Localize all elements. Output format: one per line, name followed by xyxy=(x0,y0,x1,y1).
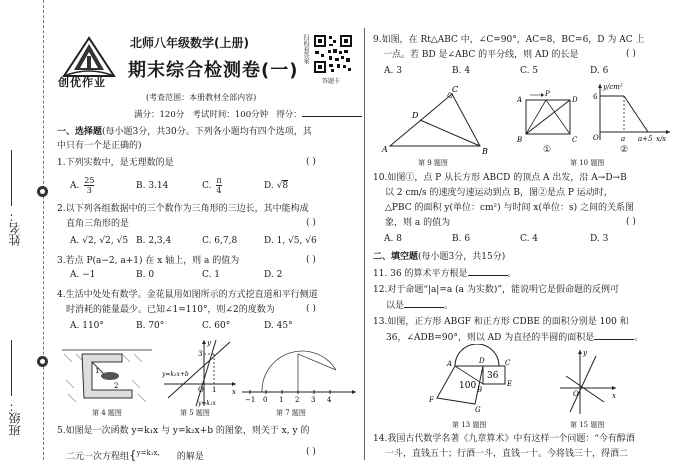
fig15-caption: 第 15 题图 xyxy=(570,421,605,429)
q5-stem: 5.如图是一次函数 y=k₁x 与 y=k₂x+b 的图象，则关于 x, y 的 xyxy=(57,426,310,436)
q1-stem: 1.下列实数中，是无理数的是 xyxy=(57,158,174,168)
fig10-sub2: ② xyxy=(620,145,629,155)
q11-line xyxy=(373,267,517,280)
fig10-B: B xyxy=(517,136,523,144)
q1-option-c[interactable] xyxy=(202,176,222,195)
q3-option-d[interactable]: D. 2 xyxy=(264,270,283,280)
q10-option-b[interactable]: B. 6 xyxy=(452,234,471,244)
fig10-P: P xyxy=(545,90,550,98)
q9-option-b[interactable]: B. 4 xyxy=(452,66,471,76)
fig13-B: B xyxy=(477,386,483,394)
q12-stem2: 以是 xyxy=(386,301,405,311)
fig13-A: A xyxy=(447,360,453,368)
fig7-caption: 第 7 题图 xyxy=(276,409,306,417)
fig7-tick: 4 xyxy=(327,396,332,404)
score-line xyxy=(134,108,362,120)
fig10-A: A xyxy=(517,96,523,104)
fig9-C: C xyxy=(452,85,459,94)
q10-option-d[interactable]: D. 3 xyxy=(590,234,609,244)
section2-heading: 二、填空题 xyxy=(373,252,419,262)
page-title: 期末综合检测卷(一) xyxy=(128,60,299,81)
fig7-tick: 3 xyxy=(311,396,316,404)
q9-option-d[interactable]: D. 6 xyxy=(590,66,609,76)
fig10-6: 6 xyxy=(593,93,598,101)
fig7-tick: −1 xyxy=(245,396,256,404)
time-label: 考试时间： xyxy=(192,110,235,120)
exam-scope: (考查范围：本册教材全部内容) xyxy=(146,93,257,102)
q5-stem2: 二元一次方程组 xyxy=(66,452,130,462)
section2-instruction: (每小题3分，共15分) xyxy=(418,252,506,262)
fig10-caption: 第 10 题图 xyxy=(570,159,605,167)
fig10-O: O xyxy=(593,134,599,142)
section1-instruction2: 中只有一个是正确的) xyxy=(57,141,142,151)
fig10-D: D xyxy=(572,96,578,104)
figure-4-tunnel xyxy=(62,340,152,404)
figure-9-triangle xyxy=(380,84,500,156)
q3-option-b[interactable]: B. 0 xyxy=(136,270,155,280)
q2-answer-paren[interactable]: ( ) xyxy=(306,218,316,228)
fig10-x-label: x/s xyxy=(656,135,666,143)
fig5-caption: 第 5 题图 xyxy=(180,409,210,417)
q3-stem: 3.若点 P(a−2, a+1) 在 x 轴上，则 a 的值为 xyxy=(57,256,240,266)
q13-stem2: 36，∠ADB=90°，则以 AD 为直径的半圆的面积是 xyxy=(386,333,595,343)
q12-line2 xyxy=(386,299,453,312)
q5-stem2-line: 二元一次方程组{$^{y=k_1x,}$ 的解是 xyxy=(66,448,204,462)
binding-margin xyxy=(0,0,60,460)
figure-7-number-line xyxy=(240,340,358,404)
q9-option-c[interactable]: C. 5 xyxy=(520,66,539,76)
name-label: 姓名： xyxy=(8,210,22,246)
q4-option-c[interactable]: C. 60° xyxy=(202,321,231,331)
fig7-tick: 2 xyxy=(295,396,300,404)
q5-answer-paren[interactable]: ( ) xyxy=(306,447,316,457)
class-label: 班级： xyxy=(8,400,22,436)
q2-stem: 2.以下列各组数据中的三个数作为三角形的三边长，其中能构成 xyxy=(57,204,309,214)
figure-10-graph xyxy=(590,80,674,146)
q4-option-b[interactable]: B. 70° xyxy=(136,321,165,331)
fig9-B: B xyxy=(482,147,488,156)
q10-stem: 10.如图①，点 P 从长方形 ABCD 的顶点 A 出发，沿 A→D→B xyxy=(373,173,627,183)
section2-line xyxy=(373,251,505,263)
fig15-y: y xyxy=(583,349,587,357)
column-divider xyxy=(364,28,365,460)
q1-option-a[interactable] xyxy=(70,176,94,195)
q5-system-eq1: y=k₁x, xyxy=(136,449,160,457)
q14-stem2: 一斗，直钱五十；行酒一斗，直钱一十。今将钱三十，得酒二 xyxy=(385,449,629,459)
q1-option-b[interactable]: B. 3.14 xyxy=(136,181,169,191)
q1-a-denominator: 3 xyxy=(86,186,92,195)
q4-answer-paren[interactable]: ( ) xyxy=(306,304,316,314)
q14-stem: 14.我国古代数学名著《九章算术》中有这样一个问题：“今有醇酒 xyxy=(373,434,635,444)
fig13-area-100: 100 xyxy=(459,381,477,391)
full-score-label: 满分： xyxy=(134,110,160,120)
q5-stem3: 的解是 xyxy=(176,452,204,462)
fig5-y: y xyxy=(207,339,211,347)
fig9-D: D xyxy=(412,111,419,120)
binding-line xyxy=(43,0,44,460)
fig4-caption: 第 4 题图 xyxy=(92,409,122,417)
q1-c-denominator: 4 xyxy=(216,186,222,195)
q1-fraction-a xyxy=(84,176,94,195)
fig7-tick: 0 xyxy=(263,396,268,404)
q1-c-numerator: π xyxy=(216,176,222,185)
q13-line2 xyxy=(386,331,643,344)
q10-option-a[interactable]: A. 8 xyxy=(384,234,402,244)
section1-line xyxy=(57,126,312,138)
q1-a-numerator: 25 xyxy=(84,176,95,185)
qr-code-icon[interactable] xyxy=(313,34,353,74)
score-blank[interactable] xyxy=(302,108,362,117)
q9-option-a[interactable]: A. 3 xyxy=(384,66,402,76)
q10-stem2: 以 2 cm/s 的速度匀速运动到点 B，图②是点 P 运动时， xyxy=(385,188,613,198)
fig5-origin: O xyxy=(198,386,204,394)
q2-option-a[interactable]: A. √2, √2, √5 xyxy=(70,236,129,246)
q3-answer-paren[interactable]: ( ) xyxy=(306,255,316,265)
fig13-E: E xyxy=(507,380,513,388)
q10-option-c[interactable]: C. 4 xyxy=(520,234,539,244)
fig13-F: F xyxy=(429,396,434,404)
fig15-origin: O xyxy=(573,390,579,398)
q4-stem: 4.生活中处处有数学。金花鼠用如图所示的方式挖直道和平行侧道 xyxy=(57,290,318,300)
fig10-C: C xyxy=(572,136,578,144)
q2-stem2: 直角三角形的是 xyxy=(66,219,130,229)
q12-end: 。 xyxy=(444,301,454,311)
q13-end: 。 xyxy=(634,333,644,343)
q13-answer-blank[interactable] xyxy=(594,331,634,340)
q11-end: 。 xyxy=(507,269,517,279)
qr-label: 答题卡 xyxy=(322,78,341,85)
q10-stem3: △PBC 的面积 y(单位：cm²) 与时间 x(单位：s) 之间的关系图 xyxy=(385,203,634,213)
q1-option-d[interactable]: D. √8 xyxy=(264,181,289,191)
q9-answer-paren[interactable]: ( ) xyxy=(626,49,636,59)
q1-option-a-label: A. xyxy=(70,181,80,191)
binding-hole xyxy=(37,356,48,367)
q1-answer-paren[interactable]: ( ) xyxy=(306,157,316,167)
q1-d-radicand: 8 xyxy=(282,181,289,191)
q11-answer-blank[interactable] xyxy=(468,267,508,276)
fig5-label-1: 1 xyxy=(212,386,217,394)
figure-13-squares xyxy=(425,344,525,418)
fig5-line2-label: y=k₂x+b xyxy=(162,371,189,378)
figure-15-graph xyxy=(556,346,620,416)
full-score: 120分 xyxy=(159,110,185,120)
figure-10-rectangle xyxy=(514,88,582,146)
fig4-angle1: 1 xyxy=(95,367,100,375)
q12-answer-blank[interactable] xyxy=(404,299,444,308)
q4-stem2: 时消耗的能量最少。已知∠1=110°，则∠2的度数为 xyxy=(66,305,275,315)
q13-stem: 13.如图，正方形 ABGF 和正方形 CDBE 的面积分别是 100 和 xyxy=(373,317,629,327)
fig9-A: A xyxy=(382,145,388,154)
q9-stem2: 一点。若 BD 是∠ABC 的平分线，则 AD 的长是 xyxy=(383,50,579,60)
q3-option-a[interactable]: A. −1 xyxy=(70,270,96,280)
fig5-line1-label: y=k₁x xyxy=(198,400,216,407)
exam-time: 100分钟 xyxy=(234,110,269,120)
section1-instruction: (每小题3分，共30分。下列各小题均有四个选项，其 xyxy=(102,127,312,137)
logo-text: 创优作业 xyxy=(58,76,106,89)
section1-heading: 一、选择题 xyxy=(57,127,103,137)
fig13-caption: 第 13 题图 xyxy=(452,421,487,429)
q1-option-c-label: C. xyxy=(202,181,212,191)
q4-option-a[interactable]: A. 110° xyxy=(70,321,104,331)
fig13-C: C xyxy=(505,359,511,367)
q4-option-d[interactable]: D. 45° xyxy=(264,321,293,331)
name-line xyxy=(11,150,12,206)
q2-option-c[interactable]: C. 6,7,8 xyxy=(202,236,238,246)
binding-hole xyxy=(37,186,48,197)
fig5-label-3: 3 xyxy=(198,350,203,358)
fig10-a5: a+5 xyxy=(638,135,653,143)
fig15-x: x xyxy=(612,392,616,400)
q10-answer-paren[interactable]: ( ) xyxy=(626,217,636,227)
fig13-area-36: 36 xyxy=(487,371,499,381)
q11-stem: 11. 36 的算术平方根是 xyxy=(373,269,468,279)
qr-side-text: 扫码看答案 xyxy=(302,34,309,64)
q2-option-d[interactable]: D. 1, √5, √6 xyxy=(264,236,317,246)
q9-stem: 9.如图，在 Rt△ABC 中，∠C=90°，AC=8，BC=6，D 为 AC 上 xyxy=(373,35,645,45)
q1-fraction-c xyxy=(216,176,221,195)
fig4-angle2: 2 xyxy=(114,382,119,390)
fig5-x: x xyxy=(232,388,236,396)
fig10-a: a xyxy=(621,135,626,143)
q3-option-c[interactable]: C. 1 xyxy=(202,270,221,280)
fig9-caption: 第 9 题图 xyxy=(418,159,448,167)
fig10-y-label: y/cm² xyxy=(603,83,623,91)
score-label: 得分： xyxy=(276,110,302,120)
figure-5-graph xyxy=(160,336,240,408)
fig13-D: D xyxy=(479,357,485,365)
series-title: 北师八年级数学(上册) xyxy=(130,36,249,50)
q1-option-d-label: D. xyxy=(264,181,274,191)
q2-option-b[interactable]: B. 2,3,4 xyxy=(136,236,172,246)
class-line xyxy=(11,340,12,396)
fig13-G: G xyxy=(475,406,481,414)
fig7-tick: 1 xyxy=(279,396,284,404)
q10-stem4: 象，则 a 的值为 xyxy=(385,218,451,228)
q12-stem: 12.对于命题“|a|=a (a 为实数)”，能说明它是假命题的反例可 xyxy=(373,285,619,295)
fig10-sub1: ① xyxy=(543,145,552,155)
